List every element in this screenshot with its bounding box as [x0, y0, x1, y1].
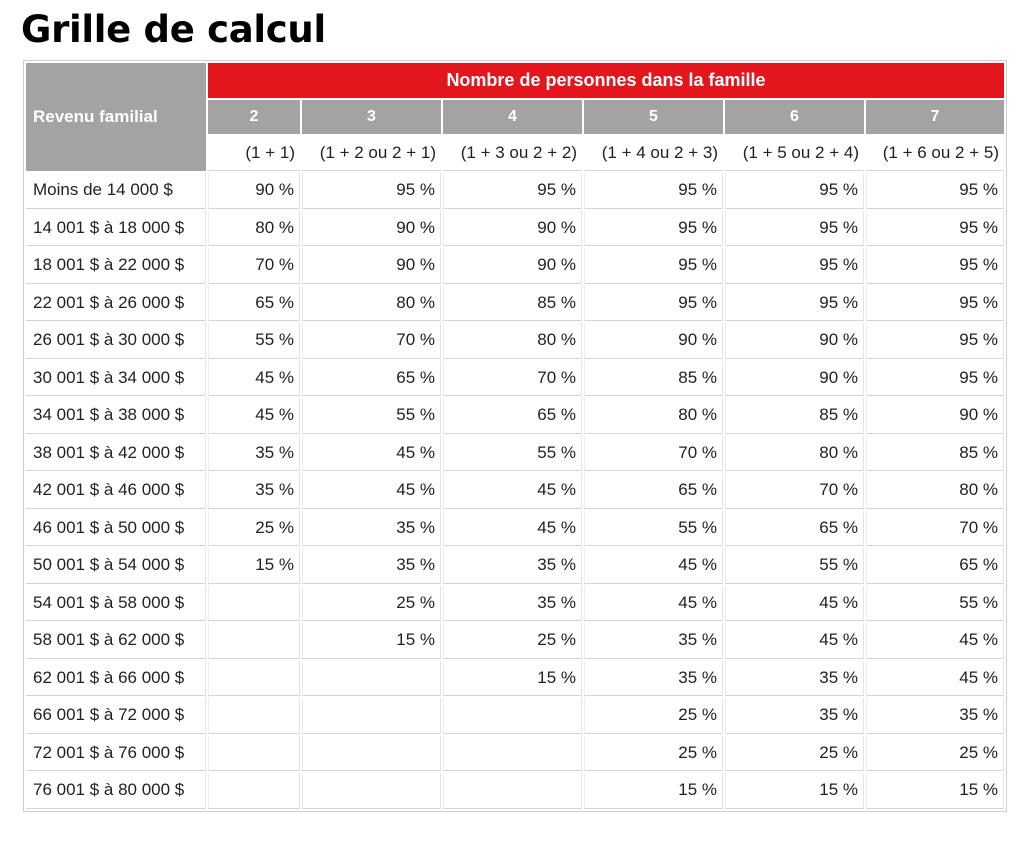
percentage-cell [302, 773, 441, 809]
family-composition-6: (1 + 5 ou 2 + 4) [725, 136, 864, 171]
income-bracket-label: 50 001 $ à 54 000 $ [26, 548, 206, 584]
percentage-cell: 45 % [302, 473, 441, 509]
percentage-cell: 35 % [584, 623, 723, 659]
table-row [26, 736, 1004, 772]
percentage-cell: 95 % [443, 173, 582, 209]
percentage-cell: 80 % [725, 436, 864, 472]
family-composition-7: (1 + 6 ou 2 + 5) [866, 136, 1004, 171]
family-size-header-7: 7 [866, 100, 1004, 134]
percentage-cell: 85 % [866, 436, 1004, 472]
percentage-cell: 15 % [584, 773, 723, 809]
percentage-cell: 95 % [725, 286, 864, 322]
income-bracket-label: 18 001 $ à 22 000 $ [26, 248, 206, 284]
income-bracket-label: 46 001 $ à 50 000 $ [26, 511, 206, 547]
income-bracket-label: 22 001 $ à 26 000 $ [26, 286, 206, 322]
income-bracket-label: 38 001 $ à 42 000 $ [26, 436, 206, 472]
percentage-cell: 65 % [866, 548, 1004, 584]
percentage-cell: 85 % [443, 286, 582, 322]
table-row [26, 586, 1004, 622]
percentage-cell: 45 % [866, 661, 1004, 697]
percentage-cell [443, 773, 582, 809]
table-row [26, 698, 1004, 734]
percentage-cell: 70 % [302, 323, 441, 359]
percentage-cell: 35 % [443, 548, 582, 584]
table-row [26, 436, 1004, 472]
table-row [26, 286, 1004, 322]
income-bracket-label: 76 001 $ à 80 000 $ [26, 773, 206, 809]
percentage-cell: 90 % [866, 398, 1004, 434]
percentage-cell: 45 % [584, 586, 723, 622]
percentage-cell [208, 698, 300, 734]
percentage-cell: 95 % [866, 323, 1004, 359]
percentage-cell: 95 % [866, 361, 1004, 397]
percentage-cell: 45 % [584, 548, 723, 584]
table-row [26, 473, 1004, 509]
calculation-grid-table [23, 60, 1007, 812]
percentage-cell: 35 % [302, 511, 441, 547]
income-bracket-label: 72 001 $ à 76 000 $ [26, 736, 206, 772]
table-row [26, 361, 1004, 397]
percentage-cell: 45 % [208, 361, 300, 397]
percentage-cell: 25 % [584, 698, 723, 734]
family-size-header-6: 6 [725, 100, 864, 134]
percentage-cell: 80 % [443, 323, 582, 359]
percentage-cell [443, 736, 582, 772]
percentage-cell: 70 % [866, 511, 1004, 547]
percentage-cell: 95 % [866, 211, 1004, 247]
income-column-header: Revenu familial [26, 63, 206, 171]
family-size-header-3: 3 [302, 100, 441, 134]
percentage-cell: 95 % [302, 173, 441, 209]
percentage-cell: 80 % [584, 398, 723, 434]
table-row [26, 623, 1004, 659]
percentage-cell: 35 % [302, 548, 441, 584]
percentage-cell: 35 % [725, 698, 864, 734]
income-bracket-label: 26 001 $ à 30 000 $ [26, 323, 206, 359]
income-bracket-label: 54 001 $ à 58 000 $ [26, 586, 206, 622]
percentage-cell: 15 % [208, 548, 300, 584]
percentage-cell [443, 698, 582, 734]
table-row [26, 511, 1004, 547]
percentage-cell: 95 % [584, 211, 723, 247]
percentage-cell: 55 % [443, 436, 582, 472]
percentage-cell: 45 % [443, 473, 582, 509]
percentage-cell: 45 % [725, 586, 864, 622]
percentage-cell: 70 % [443, 361, 582, 397]
percentage-cell: 15 % [443, 661, 582, 697]
percentage-cell: 95 % [725, 173, 864, 209]
percentage-cell: 65 % [208, 286, 300, 322]
family-composition-2: (1 + 1) [208, 136, 300, 171]
percentage-cell: 65 % [584, 473, 723, 509]
percentage-cell: 90 % [302, 248, 441, 284]
table-row [26, 211, 1004, 247]
percentage-cell: 55 % [208, 323, 300, 359]
percentage-cell: 35 % [208, 473, 300, 509]
percentage-cell: 90 % [725, 323, 864, 359]
percentage-cell: 65 % [725, 511, 864, 547]
income-bracket-label: 42 001 $ à 46 000 $ [26, 473, 206, 509]
income-bracket-label: 34 001 $ à 38 000 $ [26, 398, 206, 434]
percentage-cell: 95 % [725, 211, 864, 247]
table-header [26, 63, 1004, 171]
percentage-cell: 95 % [584, 248, 723, 284]
percentage-cell [208, 736, 300, 772]
percentage-cell [208, 773, 300, 809]
table-body [26, 173, 1004, 809]
percentage-cell: 55 % [866, 586, 1004, 622]
percentage-cell [208, 586, 300, 622]
percentage-cell: 95 % [584, 286, 723, 322]
table-row [26, 661, 1004, 697]
percentage-cell: 90 % [584, 323, 723, 359]
percentage-cell: 55 % [725, 548, 864, 584]
percentage-cell: 25 % [302, 586, 441, 622]
percentage-cell: 45 % [725, 623, 864, 659]
percentage-cell: 15 % [725, 773, 864, 809]
income-bracket-label: 30 001 $ à 34 000 $ [26, 361, 206, 397]
percentage-cell: 15 % [866, 773, 1004, 809]
family-composition-5: (1 + 4 ou 2 + 3) [584, 136, 723, 171]
income-bracket-label: 66 001 $ à 72 000 $ [26, 698, 206, 734]
percentage-cell: 65 % [443, 398, 582, 434]
page-title: Grille de calcul [21, 8, 326, 51]
percentage-cell: 25 % [443, 623, 582, 659]
family-size-header-2: 2 [208, 100, 300, 134]
percentage-cell: 95 % [584, 173, 723, 209]
income-bracket-label: 62 001 $ à 66 000 $ [26, 661, 206, 697]
family-size-header-5: 5 [584, 100, 723, 134]
percentage-cell: 35 % [866, 698, 1004, 734]
percentage-cell: 70 % [208, 248, 300, 284]
table-row [26, 323, 1004, 359]
family-size-group-header: Nombre de personnes dans la famille [208, 63, 1004, 98]
percentage-cell: 80 % [302, 286, 441, 322]
percentage-cell: 90 % [302, 211, 441, 247]
percentage-cell: 80 % [866, 473, 1004, 509]
percentage-cell: 35 % [725, 661, 864, 697]
percentage-cell: 90 % [725, 361, 864, 397]
percentage-cell: 45 % [302, 436, 441, 472]
percentage-cell: 70 % [584, 436, 723, 472]
family-size-header-4: 4 [443, 100, 582, 134]
percentage-cell: 15 % [302, 623, 441, 659]
percentage-cell: 35 % [443, 586, 582, 622]
income-bracket-label: Moins de 14 000 $ [26, 173, 206, 209]
table-row [26, 773, 1004, 809]
percentage-cell: 65 % [302, 361, 441, 397]
header-row-group [26, 63, 1004, 98]
percentage-cell [208, 623, 300, 659]
percentage-cell: 55 % [584, 511, 723, 547]
percentage-cell: 35 % [208, 436, 300, 472]
percentage-cell: 45 % [208, 398, 300, 434]
percentage-cell: 90 % [208, 173, 300, 209]
percentage-cell: 45 % [443, 511, 582, 547]
percentage-cell: 95 % [725, 248, 864, 284]
percentage-cell: 25 % [584, 736, 723, 772]
percentage-cell: 95 % [866, 286, 1004, 322]
percentage-cell: 45 % [866, 623, 1004, 659]
percentage-cell: 85 % [584, 361, 723, 397]
percentage-cell: 25 % [725, 736, 864, 772]
percentage-cell: 95 % [866, 248, 1004, 284]
percentage-cell [302, 698, 441, 734]
table-row [26, 248, 1004, 284]
table-row [26, 173, 1004, 209]
percentage-cell: 85 % [725, 398, 864, 434]
percentage-cell: 35 % [584, 661, 723, 697]
percentage-cell: 90 % [443, 248, 582, 284]
percentage-cell: 55 % [302, 398, 441, 434]
percentage-cell: 95 % [866, 173, 1004, 209]
percentage-cell: 25 % [208, 511, 300, 547]
income-bracket-label: 14 001 $ à 18 000 $ [26, 211, 206, 247]
percentage-cell: 25 % [866, 736, 1004, 772]
percentage-cell [302, 661, 441, 697]
income-bracket-label: 58 001 $ à 62 000 $ [26, 623, 206, 659]
percentage-cell: 80 % [208, 211, 300, 247]
percentage-cell [208, 661, 300, 697]
family-composition-3: (1 + 2 ou 2 + 1) [302, 136, 441, 171]
percentage-cell: 70 % [725, 473, 864, 509]
family-composition-4: (1 + 3 ou 2 + 2) [443, 136, 582, 171]
percentage-cell: 90 % [443, 211, 582, 247]
table-row [26, 548, 1004, 584]
table-row [26, 398, 1004, 434]
percentage-cell [302, 736, 441, 772]
